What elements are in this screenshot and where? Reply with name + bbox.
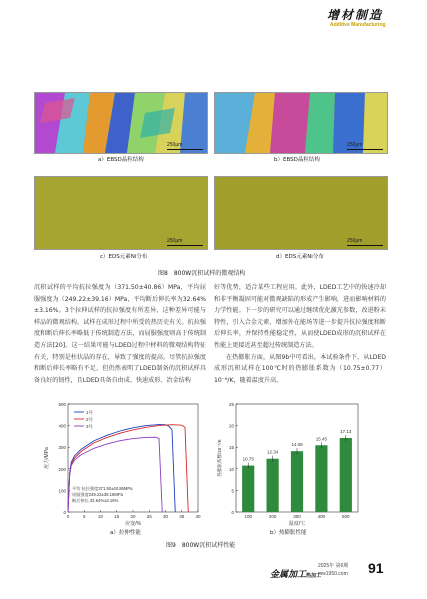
data-label: 15.45 bbox=[315, 436, 328, 442]
x-tick-label: 5 bbox=[82, 514, 86, 519]
data-label: 17.13 bbox=[340, 428, 352, 434]
x-tick-label: 25 bbox=[146, 514, 152, 519]
panel-caption-d: d）EDS元素Ni分布 bbox=[276, 254, 324, 260]
data-label: 12.34 bbox=[266, 449, 279, 455]
y-tick-label: 5 bbox=[231, 488, 234, 494]
legend-label: 2号 bbox=[86, 417, 94, 422]
ebsd-panel-a bbox=[34, 92, 208, 154]
bar-100 bbox=[242, 466, 254, 512]
paragraph: 沉积试样的平均抗拉强度为（371.50±40.86）MPa，平均屈服强度为（249.22±39.16）MPa，平均断后伸长率为32.64%±3.16%。3个拉伸试样的抗拉强度有所差异，这种差异可能与样品的微观结构、试样在成形过程中所受的热历史有关。抗拉强度和断后伸长率略低于传统制造方法，而屈服强度则高于传统制造方法[20]。这一结果可能与LDED过程中材料的微观结构特征有关，特别是柱状晶的存在，导致了强度的提高。尽管抗拉强度和断后伸长率略有不足，但仍然表明了LDED制备的沉积试样具备良好的韧性，且LDED具备自由成、快速成形、冶金结构 bbox=[34, 284, 206, 384]
tensile-chart bbox=[40, 398, 208, 530]
scale-bar-b: 250μm bbox=[347, 142, 383, 150]
journal-title: 增材制造 bbox=[327, 8, 384, 22]
figure9-caption: 图9 800W沉积试样性能 bbox=[166, 542, 236, 549]
legend-label: 1号 bbox=[86, 410, 94, 415]
y-tick-label: 200 bbox=[58, 466, 66, 472]
x-tick-label: 10 bbox=[97, 514, 104, 519]
bar-300 bbox=[291, 451, 303, 512]
x-tick-label: 15 bbox=[114, 514, 120, 519]
scale-bar-a: 250μm bbox=[167, 142, 203, 150]
y-tick-label: 300 bbox=[58, 445, 66, 451]
panel-caption-b: b）EBSD晶粒结构 bbox=[274, 157, 320, 163]
sub-caption-a: a）拉伸性能 bbox=[110, 530, 141, 536]
eds-panel-c bbox=[34, 176, 208, 250]
bar-500 bbox=[340, 438, 352, 512]
scale-bar-d: 250μm bbox=[347, 238, 383, 246]
x-tick-label: 40 bbox=[195, 514, 201, 519]
x-tick-label: 500 bbox=[342, 514, 350, 519]
y-tick-label: 400 bbox=[58, 423, 66, 429]
x-tick-label: 0 bbox=[66, 514, 70, 519]
figure8-caption: 图8 800W沉积试样的微观结构 bbox=[158, 270, 246, 277]
thermal-expansion-chart bbox=[214, 398, 364, 530]
data-label: 10.75 bbox=[242, 456, 254, 462]
y-tick-label: 0 bbox=[63, 510, 66, 515]
panel-caption-a: a）EBSD晶粒结构 bbox=[98, 157, 144, 163]
paragraph: 好等优势，适合某些工程应用。此外，LDED工艺中的快速冷却和非平衡凝固可能对微观缺陷的形成产生影响，进而影响材料的力学性能。下一步的研究可以通过继续优化激光参数，改进粉末特性，引入合金元素，增加外在能场等进一步提升抗拉强度和断后伸长率，并保持性能稳定性，从而使LDED成形的沉积试样在性能上更接近甚至超过传统制造方法。 bbox=[214, 284, 386, 349]
y-tick-label: 500 bbox=[58, 402, 66, 407]
x-tick-label: 30 bbox=[162, 514, 169, 519]
legend-label: 3号 bbox=[86, 424, 94, 429]
x-tick-label: 20 bbox=[130, 514, 136, 519]
scale-bar-c: 250μm bbox=[167, 238, 203, 246]
annotation: 屈服强度249.22±39.16MPa bbox=[72, 492, 123, 497]
y-tick-label: 15 bbox=[228, 445, 234, 451]
bar-200 bbox=[267, 459, 279, 512]
y-tick-label: 0 bbox=[231, 510, 234, 515]
annotation: 断后伸长 32.64%±3.16% bbox=[72, 498, 119, 503]
bar-400 bbox=[315, 445, 327, 512]
body-text-right bbox=[214, 282, 386, 386]
journal-subtitle: Additive Manufacturing bbox=[330, 22, 386, 28]
y-tick-label: 100 bbox=[58, 488, 66, 494]
x-axis-label: 温度/℃ bbox=[288, 521, 306, 527]
body-text-left bbox=[34, 282, 206, 386]
sub-caption-b: b）热膨胀性能 bbox=[270, 530, 307, 536]
footer-brand: 金属加工热加工 bbox=[270, 570, 322, 580]
y-tick-label: 10 bbox=[228, 466, 234, 472]
y-tick-label: 25 bbox=[228, 402, 234, 407]
footer-issue: 2025年 第6期 bbox=[318, 563, 349, 569]
x-tick-label: 100 bbox=[244, 514, 252, 519]
x-axis-label: 应变/% bbox=[125, 521, 141, 527]
x-tick-label: 300 bbox=[293, 514, 301, 519]
page-number: 91 bbox=[368, 560, 384, 576]
x-tick-label: 200 bbox=[268, 514, 277, 519]
annotation: 平均 抗拉强度371.50±40.86MPa bbox=[72, 486, 133, 491]
y-tick-label: 20 bbox=[228, 423, 234, 429]
y-axis-label: 热膨胀系数/10⁻⁶/K bbox=[217, 439, 222, 477]
eds-panel-d bbox=[214, 176, 388, 250]
y-axis-label: 应力/MPa bbox=[44, 447, 50, 469]
ebsd-panel-b bbox=[214, 92, 388, 154]
data-label: 14.08 bbox=[291, 442, 303, 448]
x-tick-label: 400 bbox=[317, 514, 326, 519]
paragraph: 在热膨胀方面，从图9b中可看出，本试验条件下，从LDED成形沉积试样在100℃时的热膨胀系数为（10.75±0.77）10⁻⁶/K，随着温度升高， bbox=[214, 353, 386, 384]
footer-site: mw1950.com bbox=[318, 571, 348, 577]
panel-caption-c: c）EDS元素Ni分布 bbox=[100, 254, 148, 260]
x-tick-label: 35 bbox=[179, 514, 185, 519]
